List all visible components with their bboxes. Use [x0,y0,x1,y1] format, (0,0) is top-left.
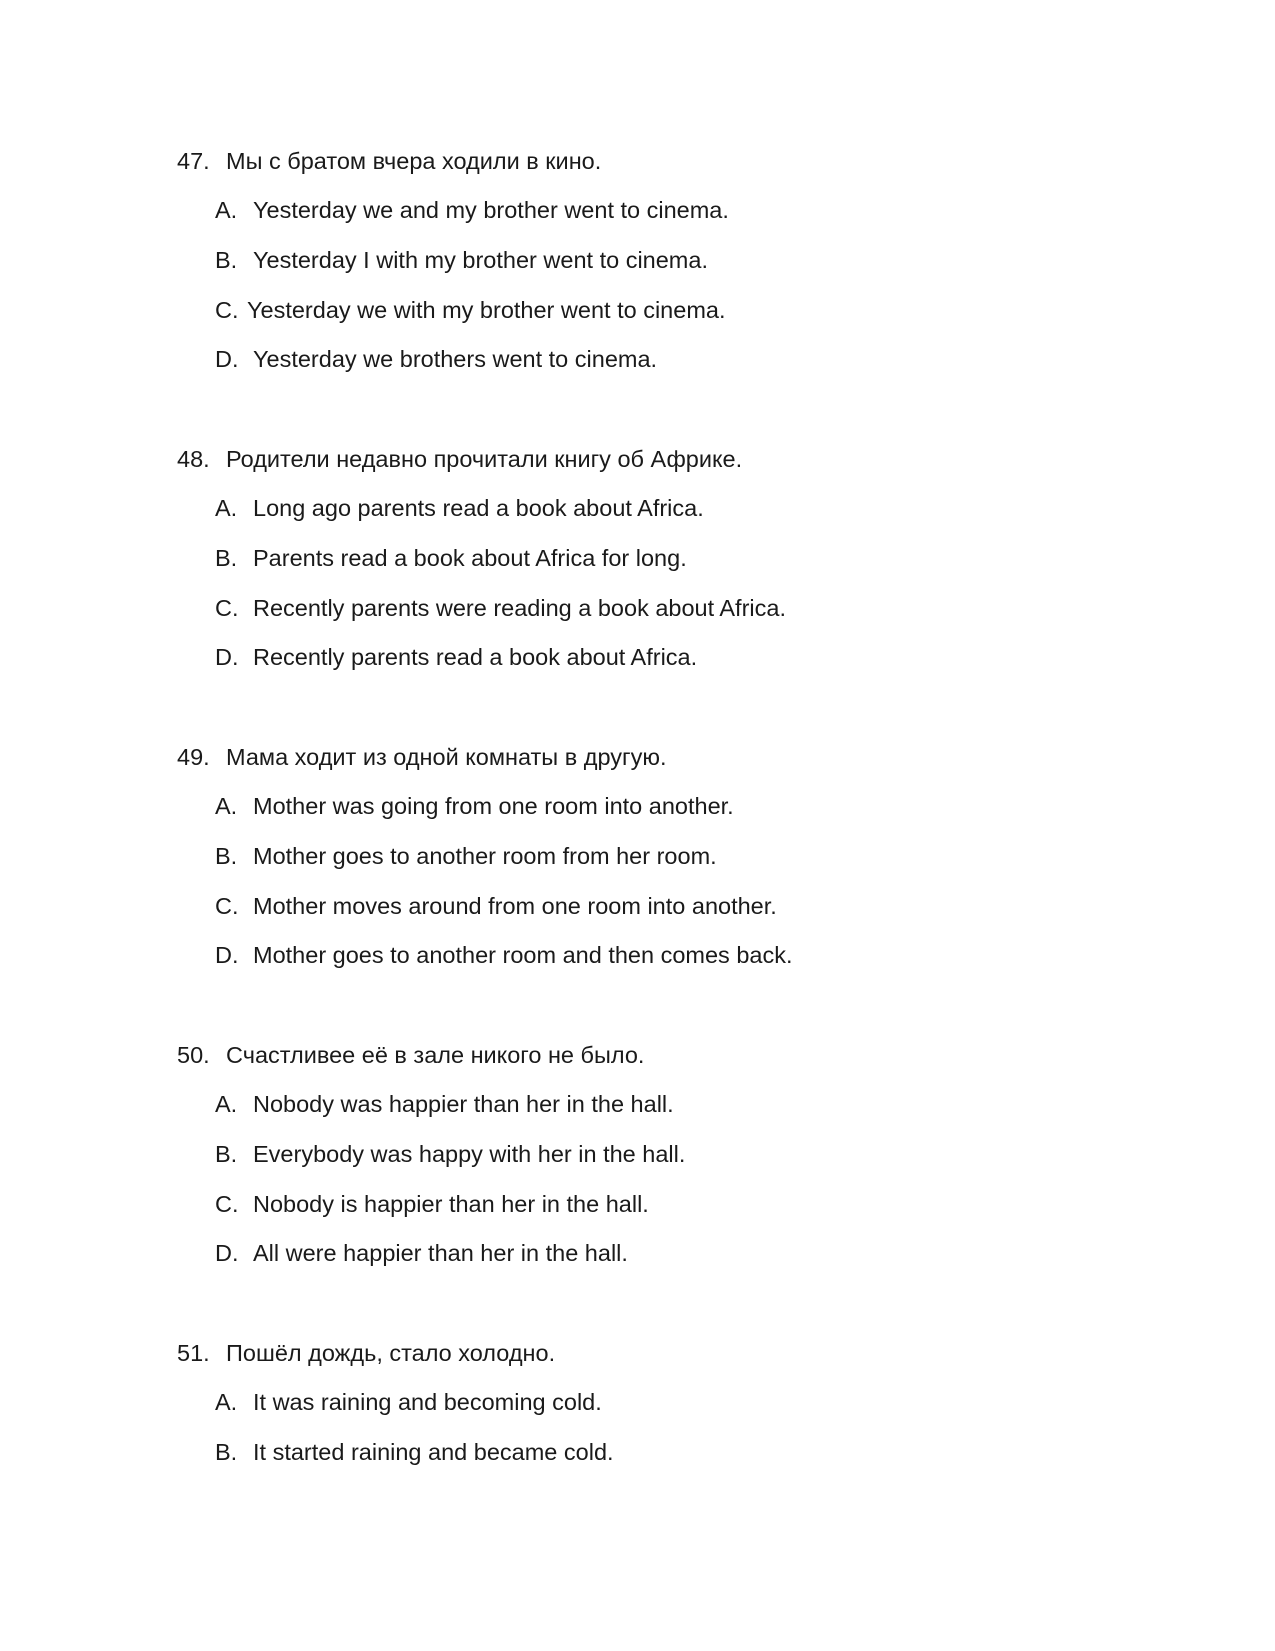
answer-option-a [215,1089,674,1119]
option-text: It was raining and becoming cold. [253,1389,602,1415]
option-letter: D. [215,942,239,968]
question-prompt: Мы с братом вчера ходили в кино. [226,148,602,174]
question-stem [177,742,666,772]
answer-option-b [215,1139,685,1169]
question-stem [177,444,742,474]
answer-option-a [215,791,734,821]
option-letter: B. [215,1141,238,1167]
question-number: 49. [177,744,210,770]
option-letter: D. [215,1240,239,1266]
option-letter: A. [215,495,238,521]
answer-option-b [215,841,717,871]
option-letter: C. [215,297,239,323]
answer-option-d [215,1238,628,1268]
question-number: 48. [177,446,210,472]
answer-option-c [215,1189,649,1219]
option-letter: B. [215,247,238,273]
question-stem [177,146,601,176]
option-letter: B. [215,843,238,869]
question-prompt: Счастливее её в зале никого не было. [226,1042,645,1068]
option-letter: B. [215,1439,238,1465]
option-text: Recently parents were reading a book about Africa. [253,595,786,621]
option-letter: C. [215,893,239,919]
option-text: Mother moves around from one room into another. [253,893,777,919]
answer-option-b [215,543,687,573]
option-text: Everybody was happy with her in the hall. [253,1141,686,1167]
option-letter: A. [215,197,238,223]
question-number: 47. [177,148,210,174]
answer-option-a [215,493,704,523]
question-prompt: Мама ходит из одной комнаты в другую. [226,744,667,770]
option-letter: A. [215,1091,238,1117]
option-text: Yesterday we with my brother went to cinema. [247,297,726,323]
answer-option-a [215,1387,602,1417]
option-text: It started raining and became cold. [253,1439,614,1465]
option-text: Yesterday we brothers went to cinema. [253,346,658,372]
answer-option-c [215,593,786,623]
option-text: Parents read a book about Africa for long. [253,545,687,571]
option-text: All were happier than her in the hall. [253,1240,628,1266]
answer-option-c [215,891,777,921]
option-letter: A. [215,793,238,819]
option-text: Mother goes to another room from her room. [253,843,717,869]
option-text: Nobody was happier than her in the hall. [253,1091,674,1117]
question-prompt: Пошёл дождь, стало холодно. [226,1340,556,1366]
answer-option-d [215,642,697,672]
option-text: Mother goes to another room and then comes back. [253,942,793,968]
answer-option-a [215,195,729,225]
option-letter: C. [215,1191,239,1217]
option-letter: D. [215,346,239,372]
answer-option-b [215,1437,614,1467]
question-number: 50. [177,1042,210,1068]
option-letter: C. [215,595,239,621]
answer-option-d [215,940,793,970]
option-letter: D. [215,644,239,670]
option-text: Recently parents read a book about Africa. [253,644,698,670]
answer-option-c [215,295,726,325]
question-number: 51. [177,1340,210,1366]
option-text: Yesterday I with my brother went to cinema. [253,247,708,273]
answer-option-d [215,344,657,374]
question-stem [177,1338,555,1368]
option-text: Long ago parents read a book about Africa. [253,495,704,521]
option-letter: B. [215,545,238,571]
option-text: Nobody is happier than her in the hall. [253,1191,649,1217]
question-prompt: Родители недавно прочитали книгу об Африке. [226,446,743,472]
option-letter: A. [215,1389,238,1415]
question-stem [177,1040,644,1070]
option-text: Yesterday we and my brother went to cinema. [253,197,729,223]
answer-option-b [215,245,708,275]
option-text: Mother was going from one room into another. [253,793,734,819]
